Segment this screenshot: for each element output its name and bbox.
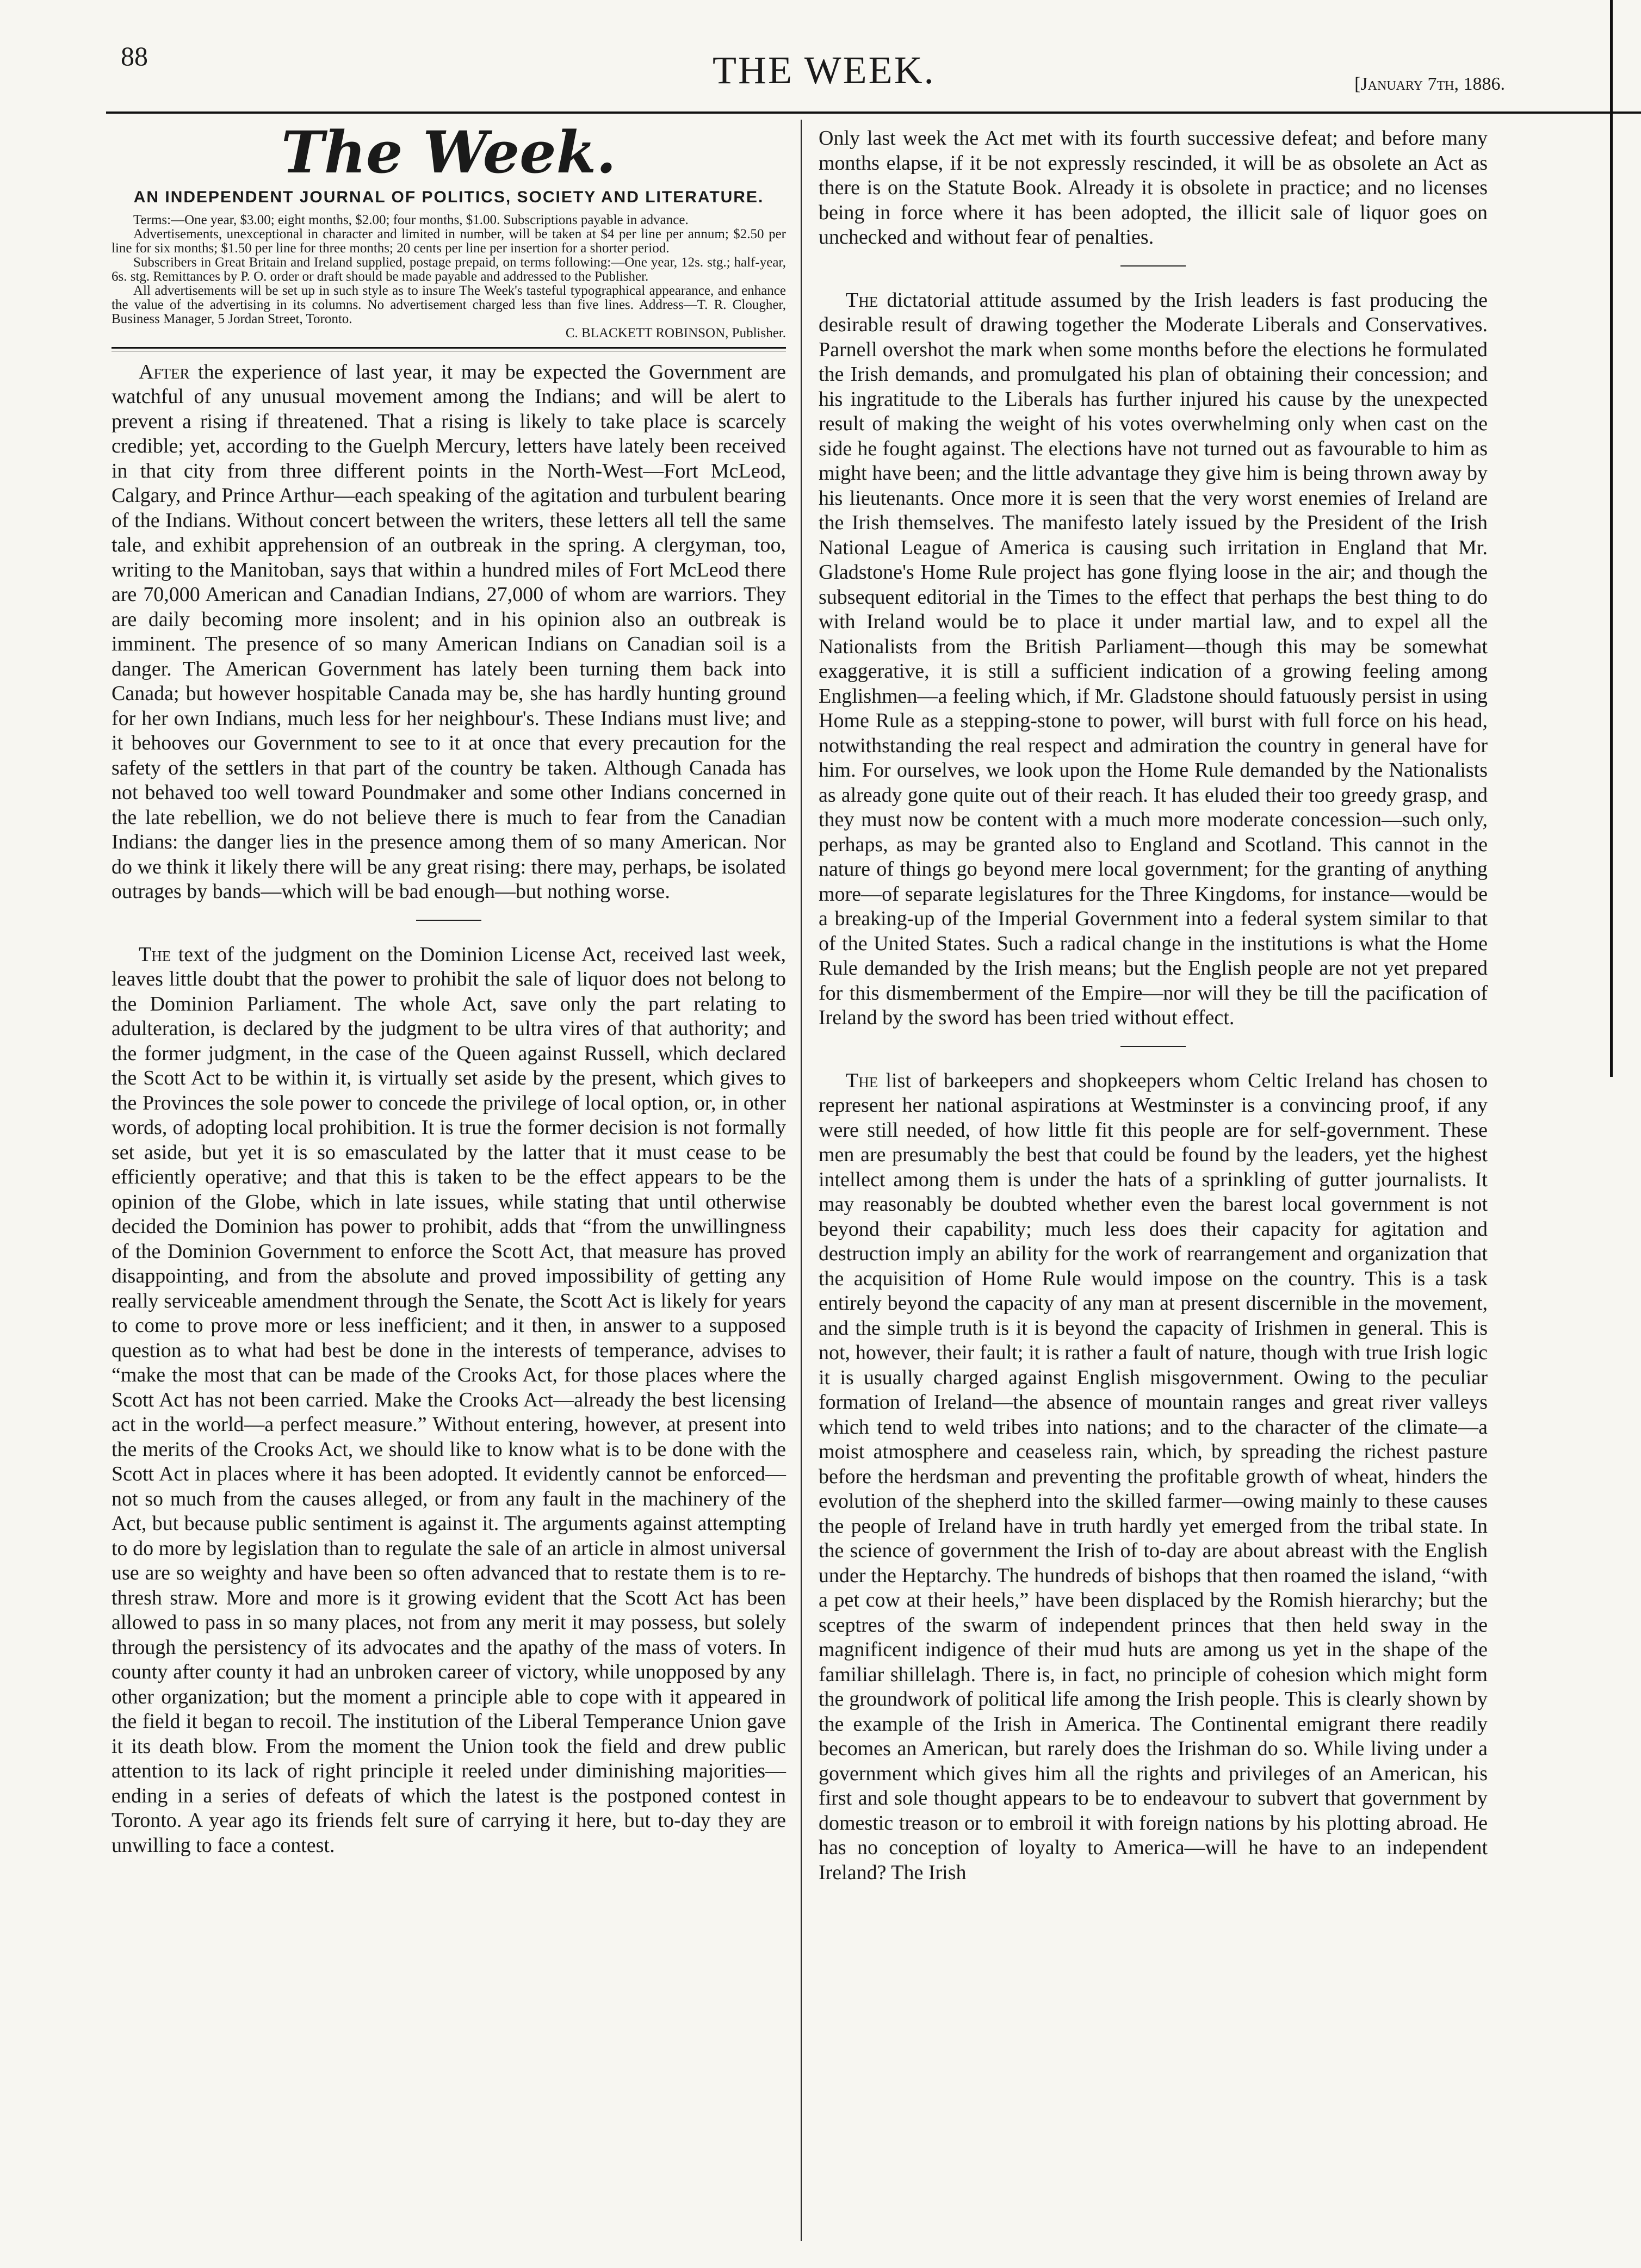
masthead-subtitle: AN INDEPENDENT JOURNAL OF POLITICS, SOCIETY AND LITERATURE. <box>133 188 764 206</box>
masthead-rule <box>112 347 786 351</box>
advertisements-notice: Advertisements, unexceptional in character and limited in number, will be taken at $4 per line per annum; $2.50 per line for six months; $1.50 per line for three months; 20 cents per line per insertion for a shorter period. <box>112 226 786 256</box>
lead-word: After <box>139 360 190 383</box>
left-column <box>112 117 786 1858</box>
issue-date: [January 7th, 1886. <box>1354 74 1505 94</box>
article-irish-leaders <box>819 288 1488 1031</box>
article-barkeepers <box>819 1069 1488 1886</box>
subscribers-notice: Subscribers in Great Britain and Ireland supplied, postage prepaid, on terms following:—One year, 12s. stg.; half-year, 6s. stg. Remittances by P. O. order or draft should be made payable and addressed to the Publisher. <box>112 255 786 284</box>
page-number: 88 <box>121 41 148 71</box>
lead-word: The <box>846 288 878 312</box>
running-title: THE WEEK. <box>713 48 936 92</box>
section-divider <box>1120 265 1186 267</box>
masthead-notices <box>112 213 786 340</box>
article-text: text of the judgment on the Dominion License Act, received last week, leaves little doubt that the power to prohibit the sale of liquor does not belong to the Dominion Parliament. The whole Act, save only the part relating to adulteration, is declared by the judgment to be ultra vires of that authority; and the former judgment, in the case of the Queen against Russell, which declared the Scott Act to be within it, is virtually set aside by the present, which gives to the Provinces the sole power to concede the privilege of local option, or, in other words, of adopting local prohibition. It is true the former decision is not formally set aside, but yet it is so emasculated by the latter that it must cease to be efficiently operative; and that this is taken to be the effect appears to be the opinion of the Globe, which in late issues, while stating that until otherwise decided the Dominion has power to prohibit, adds that “from the unwillingness of the Dominion Government to enforce the Scott Act, that measure has proved disappointing, and from the absolute and proved impossibility of getting any really serviceable amendment through the Senate, the Scott Act is likely for years to come to prove more or less inefficient; and it then, in answer to a supposed question as to what had best be done in the interests of temperance, advises to “make the most that can be made of the Crooks Act, for those places where the Scott Act has not been carried. Make the Crooks Act—already the best licensing act in the world—a perfect measure.” Without entering, however, at present into the merits of the Crooks Act, we should like to know what is to be done with the Scott Act in places where it has been adopted. It evidently cannot be enforced—not so much from the causes alleged, or from any fault in the machinery of the Act, but because public sentiment is against it. The arguments against attempting to do more by legislation than to regulate the sale of an article in almost universal use are so weighty and have been so often advanced that to restate them is to re-thresh straw. More and more is it growing evident that the Scott Act has been allowed to pass in so many places, not from any merit it may possess, but solely through the persistency of its advocates and the apathy of the mass of voters. In county after county it had an unbroken career of victory, while unopposed by any other organization; but the moment a principle able to cope with it appeared in the field it began to recoil. The institution of the Liberal Temperance Union gave it its death blow. From the moment the Union took the field and drew public attention to its lack of right principle it reeled under diminishing majorities—ending in a series of defeats of which the latest is the postponed contest in Toronto. A year ago its friends felt sure of carrying it here, but to-day they are unwilling to face a contest. <box>112 943 786 1857</box>
section-divider <box>1120 1046 1186 1047</box>
header-rule <box>106 111 1641 114</box>
article-text: list of barkeepers and shopkeepers whom Celtic Ireland has chosen to represent her national aspirations at Westminster is a convincing proof, if any were still needed, of how little fit this people are for self-government. These men are presumably the best that could be found by the leaders, yet the highest intellect among them is under the hats of a sprinkling of gutter journalists. It may reasonably be doubted whether even the barest local government is not beyond their capability; much less does their capacity for agitation and destruction imply an ability for the work of rearrangement and organization that the acquisition of Home Rule would impose on the country. This is a task entirely beyond the capacity of any man at present discernible in the movement, and the simple truth is it is beyond the capacity of Irishmen in general. This is not, however, their fault; it is rather a fault of nature, though with true Irish logic it is usually charged against English misgovernment. Owing to the peculiar formation of Ireland—the absence of mountain ranges and great river valleys which tend to weld tribes into nations; and to the character of the climate—a moist atmosphere and ceaseless rain, which, by spreading the richest pasture before the herdsman and preventing the profitable growth of wheat, hinders the evolution of the shepherd into the skilled farmer—owing mainly to these causes the people of Ireland have in truth hardly yet emerged from the tribal state. In the science of government the Irish of to-day are about abreast with the English under the Heptarchy. The hundreds of bishops that then roamed the island, “with a pet cow at their heels,” have been displaced by the Romish hierarchy; but the sceptres of the swarm of independent princes that then held sway in the magnificent indigence of their mud huts are among us yet in the shape of the familiar shillelagh. There is, in fact, no principle of cohesion which might form the groundwork of political life among the Irish people. This is clearly shown by the example of the Irish in America. The Continental emigrant there readily becomes an American, but rarely does the Irishman do so. While living under a government which gives him all the rights and privileges of an American, his first and sole thought appears to be to endeavour to subvert that government by domestic treason or to embroil it with foreign nations by his plotting abroad. He has no conception of loyalty to America—will he have to an independent Ireland? The Irish <box>819 1069 1488 1884</box>
column-rule <box>801 120 802 2241</box>
article-license-act <box>112 943 786 1858</box>
terms-notice: Terms:—One year, $3.00; eight months, $2.00; four months, $1.00. Subscriptions payable in advance. <box>133 212 689 227</box>
article-text: dictatorial attitude assumed by the Irish leaders is fast producing the desirable result of drawing together the Moderate Liberals and Conservatives. Parnell overshot the mark when some months before the elections he formulated the Irish demands, and promulgated his plan of obtaining their concession; and his ingratitude to the Liberals has further injured his cause by the unexpected result of making the weight of his votes overwhelming only when cast on the side he fought against. The elections have not turned out as favourable to him as might have been; and the little advantage they give him is being thrown away by his lieutenants. Once more it is seen that the very worst enemies of Ireland are the Irish themselves. The manifesto lately issued by the President of the Irish National League of America is causing such irritation in England that Mr. Gladstone's Home Rule project has gone flying loose in the air; and though the subsequent editorial in the Times to the effect that perhaps the best thing to do with Ireland would be to place it under martial law, and to expel all the Nationalists from the British Parliament—though this may be somewhat exaggerative, it is still a sufficient indication of a growing feeling among Englishmen—a feeling which, if Mr. Gladstone should fatuously persist in using Home Rule as a stepping-stone to power, will burst with full force on his head, notwithstanding the real respect and admiration the country in general have for him. For ourselves, we look upon the Home Rule demanded by the Nationalists as already gone quite out of their reach. It has eluded their too greedy grasp, and they must now be content with a much more moderate concession—such only, perhaps, as may be granted also to England and Scotland. This cannot in the nature of things go beyond mere local government; for the granting of anything more—of separate legislatures for the Three Kingdoms, for instance—would be a breaking-up of the Imperial Government into a federal system similar to that of the United States. Such a radical change in the institutions is what the Home Rule demanded by the Irish means; but the English people are not yet prepared for this dismemberment of the Empire—nor will they be till the pacification of Ireland by the sword has been tried without effect. <box>819 288 1488 1029</box>
article-indians <box>112 360 786 904</box>
lead-word: The <box>139 943 171 966</box>
right-column <box>819 126 1488 1885</box>
article-continuation: Only last week the Act met with its fourth successive defeat; and before many months elapse, if it be not expressly rescinded, it will be as obsolete an Act as there is on the Statute Book. Already it is obsolete in practice; and no licenses being in force where it has been adopted, the illicit sale of liquor goes on unchecked and without fear of penalties. <box>819 127 1488 249</box>
section-divider <box>416 920 481 921</box>
masthead <box>112 118 786 351</box>
article-text: the experience of last year, it may be expected the Government are watchful of any unusual movement among the Indians; and will be alert to prevent a rising if threatened. That a rising is likely to take place is scarcely credible; yet, according to the Guelph Mercury, letters have lately been received in that city from three different points in the North-West—Fort McLeod, Calgary, and Prince Arthur—each speaking of the agitation and turbulent bearing of the Indians. Without concert between the writers, these letters all tell the same tale, and exhibit apprehension of an outbreak in the spring. A clergyman, too, writing to the Manitoban, says that within a hundred miles of Fort McLeod there are 70,000 American and Canadian Indians, 27,000 of whom are warriors. They are daily becoming more insolent; and in his opinion also an outbreak is imminent. The presence of so many American Indians on Canadian soil is a danger. The American Government has lately been turning them back into Canada; but however hospitable Canada may be, she has hardly hunting ground for her own Indians, much less for her neighbour's. These Indians must live; and it behooves our Government to see to it at once that every precaution for the safety of the settlers in that part of the country be taken. Although Canada has not behaved too well toward Poundmaker and some other Indians concerned in the late rebellion, we do not believe there is much to fear from the Canadian Indians: the danger lies in the presence among them of so many American. Nor do we think it likely there will be any great rising: there may, perhaps, be isolated outrages by bands—which will be bad enough—but nothing worse. <box>112 360 786 903</box>
lead-word: The <box>846 1069 878 1092</box>
page-edge-line <box>1610 0 1613 1077</box>
publisher-line: C. BLACKETT ROBINSON, Publisher. <box>565 325 786 340</box>
style-notice: All advertisements will be set up in such style as to insure The Week's tasteful typographical appearance, and enhance the value of the advertising in its columns. No advertisement charged less than five lines. Address—T. R. Clougher, Business Manager, 5 Jordan Street, Toronto. <box>112 283 786 326</box>
masthead-title: The Week. <box>281 118 616 186</box>
